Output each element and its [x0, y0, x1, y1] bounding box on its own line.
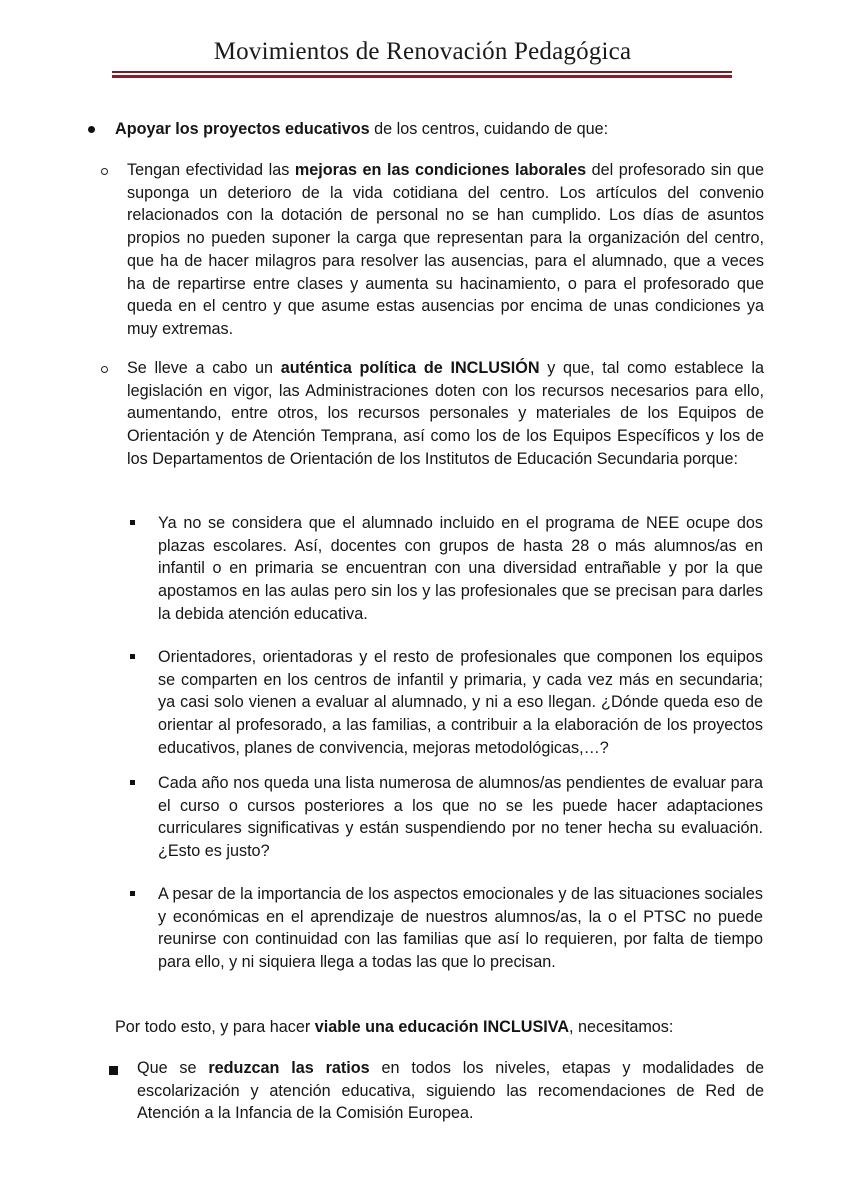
bullet-square-icon: [109, 1066, 118, 1075]
item-ratios-text: en todos los niveles, etapas y modalidades de escolarización y atención educativa, siguiendo las recomendaciones de Red de Atención a la Infancia de la Comisión Europea.: [137, 1059, 764, 1123]
item-mejoras: [127, 159, 764, 341]
bullet-circle-icon: [101, 168, 108, 175]
list-item: A pesar de la importancia de los aspectos emocionales y de las situaciones sociales y económicas en el aprendizaje de nuestros alumnos/as, la o el PTSC no puede reunirse con continuidad con las familias que así lo requieren, por falta de tiempo para ello, y ni siquiera llega a todas las que lo precisan.: [158, 885, 763, 972]
item-mejoras-text: del profesorado sin que suponga un deterioro de la vida cotidiana del centro. Los artículos del convenio relacionados con la dotación de personal no se han cumplido. Los días de asuntos propios no pueden suponer la carga que representan para la organización del centro, que ha de hacer milagros para resolver las ausencias, para el alumnado, que a veces ha de repartirse entre clases y aumenta su hacinamiento, o para el profesorado que queda en el centro y que asume estas ausencias por encima de unas condiciones ya muy extremas.: [127, 161, 765, 338]
conclusion-post: , necesitamos:: [569, 1018, 674, 1036]
bullet-disc-icon: [88, 126, 95, 133]
conclusion-pre: Por todo esto, y para hacer: [115, 1018, 315, 1036]
conclusion: [115, 1016, 765, 1039]
list-item: Orientadores, orientadoras y el resto de profesionales que componen los equipos se comparten en los centros de infantil y primaria, y cada vez más en secundaria; ya casi solo vienen a evaluar al alumnado, y ni a eso llegan. ¿Dónde queda eso de orientar al profesorado, a las familias, a contribuir a la elaboración de los proyectos educativos, planes de convivencia, mejoras metodológicas,…?: [158, 648, 763, 757]
item-inclusion-text: y que, tal como establece la legislación en vigor, las Administraciones doten con los recursos necesarios para ello, aumentando, entre otros, los recursos personales y materiales de los Equipos de Orientación y de Atención Temprana, así como los de los Equipos Específicos y los de los Departamentos de Orientación de los Institutos de Educación Secundaria porque:: [127, 359, 764, 468]
item-apoyar-bold: Apoyar los proyectos educativos: [115, 120, 370, 138]
item-inclusion-pre: Se lleve a cabo un: [127, 359, 281, 377]
list-item: Ya no se considera que el alumnado incluido en el programa de NEE ocupe dos plazas escolares. Así, docentes con grupos de hasta 28 o más alumnos/as en infantil o en primaria se encuentran con una diversidad entrañable y por la que apostamos en las aulas pero sin los y las profesionales que se precisan para darles la debida atención educativa.: [158, 514, 763, 623]
bullet-square-icon: [130, 654, 135, 659]
bullet-square-icon: [130, 891, 135, 896]
bullet-circle-icon: [101, 366, 108, 373]
item-apoyar-text: de los centros, cuidando de que:: [369, 120, 609, 138]
item-inclusion: [127, 357, 764, 471]
header-rule-thick: [112, 75, 732, 78]
item-ratios-pre: Que se: [137, 1059, 209, 1077]
bullet-square-icon: [130, 520, 135, 525]
header-title: Movimientos de Renovación Pedagógica: [213, 38, 632, 65]
item-ratios-bold: reduzcan las ratios: [208, 1059, 370, 1077]
bullet-square-icon: [130, 780, 135, 785]
conclusion-bold: viable una educación INCLUSIVA: [314, 1018, 570, 1036]
item-mejoras-pre: Tengan efectividad las: [127, 161, 295, 179]
item-apoyar: [115, 118, 735, 141]
list-item: Cada año nos queda una lista numerosa de alumnos/as pendientes de evaluar para el curso o cursos posteriores a los que no se les puede hacer adaptaciones curriculares significativas y están suspendiendo por no tener hecha su evaluación. ¿Esto es justo?: [158, 774, 763, 861]
item-ratios: [137, 1057, 764, 1125]
item-inclusion-bold: auténtica política de INCLUSIÓN: [280, 359, 540, 377]
item-mejoras-bold: mejoras en las condiciones laborales: [294, 161, 587, 179]
header-rule: [112, 71, 732, 73]
